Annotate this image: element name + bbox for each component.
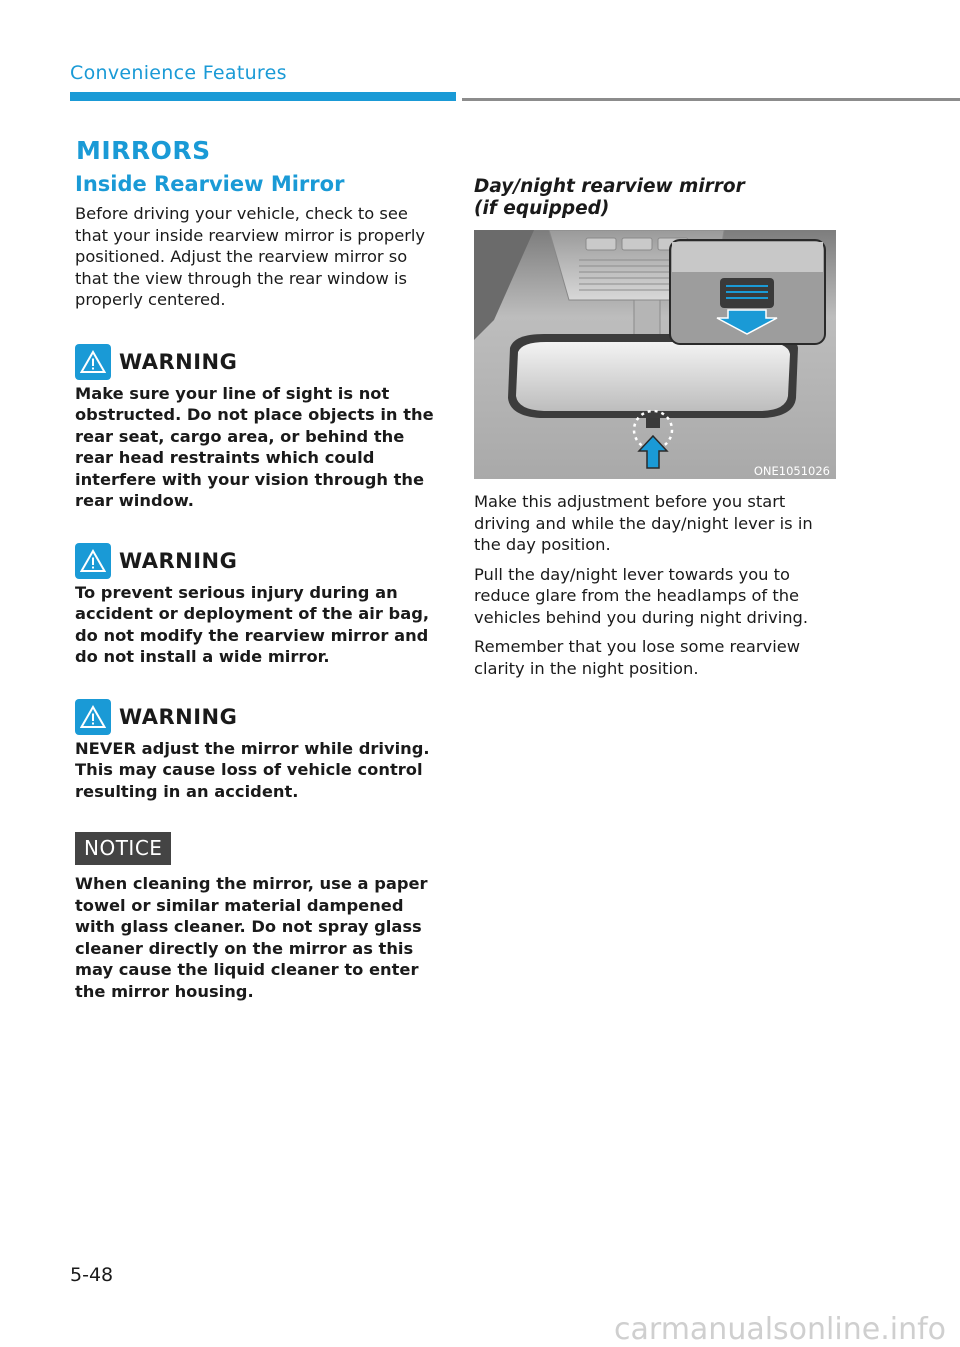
warning-block — [75, 542, 437, 668]
warning-label: WARNING — [119, 704, 238, 729]
right-body — [474, 491, 838, 679]
warning-text: Make sure your line of sight is not obstructed. Do not place objects in the rear seat, cargo area, or behind the rear head restraints which could interfere with your vision through the rear window. — [75, 383, 434, 510]
paragraph: Pull the day/night lever towards you to reduce glare from the headlamps of the vehicles behind you during night driving. — [474, 564, 809, 627]
watermark: carmanualsonline.info — [614, 1312, 946, 1347]
subsection-heading: Inside Rearview Mirror — [75, 172, 345, 196]
warning-text: To prevent serious injury during an accident or deployment of the air bag, do not modify the rearview mirror and do not install a wide mirror. — [75, 582, 430, 666]
notice-label: NOTICE — [75, 832, 171, 865]
figure-heading — [474, 176, 838, 220]
right-column — [474, 176, 838, 687]
figure-heading-line1: Day/night rearview mirror — [474, 176, 745, 197]
warning-icon — [75, 344, 111, 380]
rearview-mirror-figure — [474, 230, 836, 479]
warning-icon — [75, 699, 111, 735]
header-rule-accent — [70, 92, 456, 101]
paragraph: Make this adjustment before you start driving and while the day/night lever is in the day position. — [474, 492, 813, 554]
intro-paragraph: Before driving your vehicle, check to see that your inside rearview mirror is properly positioned. Adjust the rearview mirror so that the view through the rear window is properly centered. — [75, 204, 426, 309]
figure-heading-line2: (if equipped) — [474, 198, 610, 219]
section-title: MIRRORS — [76, 136, 211, 165]
mirror-illustration — [474, 230, 836, 479]
page-number: 5-48 — [70, 1264, 114, 1286]
running-header: Convenience Features — [70, 62, 287, 84]
notice-block — [75, 832, 437, 1002]
paragraph: Remember that you lose some rearview clarity in the night position. — [474, 637, 801, 678]
warning-label: WARNING — [119, 548, 238, 573]
warning-block — [75, 343, 437, 512]
notice-text: When cleaning the mirror, use a paper towel or similar material dampened with glass cleaner. Do not spray glass cleaner directly on the mirror as this may cause the liquid cleaner to enter the mirror housing. — [75, 874, 428, 1001]
warning-icon — [75, 543, 111, 579]
left-column — [75, 172, 437, 1002]
warning-text: NEVER adjust the mirror while driving. This may cause loss of vehicle control resulting in an accident. — [75, 738, 430, 801]
header-rule — [462, 98, 960, 101]
figure-caption: ONE1051026 — [753, 464, 830, 478]
warning-block — [75, 698, 437, 803]
warning-label: WARNING — [119, 349, 238, 374]
